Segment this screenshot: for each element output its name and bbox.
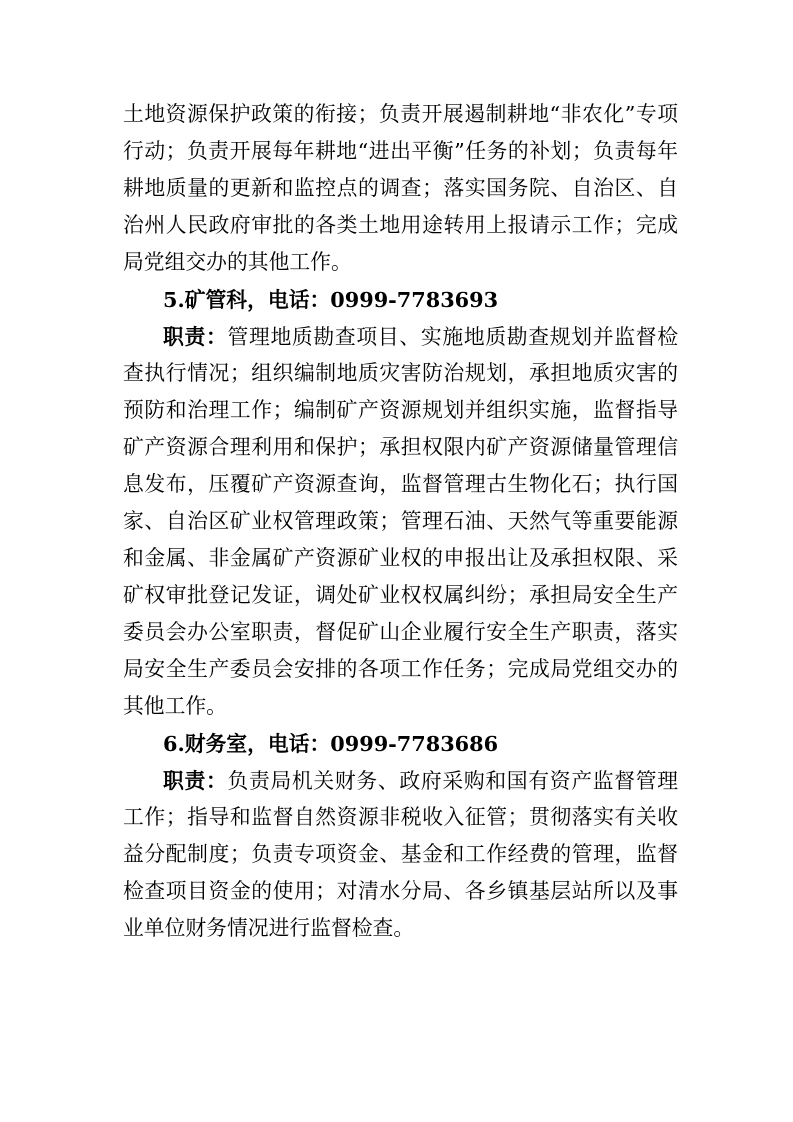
paragraph-line: 工作；指导和监督自然资源非税收入征管；贯彻落实有关收 — [123, 805, 678, 829]
duty-label: 职责： — [163, 324, 228, 349]
paragraph-line: 行动；负责开展每年耕地“进出平衡”任务的补划；负责每年 — [123, 139, 678, 163]
paragraph-line: 和金属、非金属矿产资源矿业权的申报出让及承担权限、采 — [123, 546, 678, 570]
paragraph-text: 负责局机关财务、政府采购和国有资产监督管理 — [227, 769, 679, 793]
paragraph-line: 查执行情况；组织编制地质灾害防治规划，承担地质灾害的 — [123, 361, 678, 385]
duty-label: 职责： — [163, 768, 228, 793]
paragraph-line: 其他工作。 — [123, 694, 227, 718]
paragraph-line: 息发布，压覆矿产资源查询，监督管理古生物化石；执行国 — [123, 472, 678, 496]
document-body — [123, 96, 678, 947]
section-heading-mining: 5.矿管科，电话：0999-7783693 — [163, 287, 499, 312]
paragraph-line: 益分配制度；负责专项资金、基金和工作经费的管理，监督 — [123, 842, 678, 866]
paragraph-line: 局党组交办的其他工作。 — [123, 250, 352, 274]
paragraph-text: 管理地质勘查项目、实施地质勘查规划并监督检 — [227, 325, 679, 349]
paragraph-first-line — [123, 762, 678, 799]
paragraph-line: 委员会办公室职责，督促矿山企业履行安全生产职责，落实 — [123, 620, 678, 644]
paragraph-line: 矿产资源合理利用和保护；承担权限内矿产资源储量管理信 — [123, 435, 678, 459]
section-heading-finance: 6.财务室，电话：0999-7783686 — [163, 731, 499, 756]
paragraph-line: 预防和治理工作；编制矿产资源规划并组织实施，监督指导 — [123, 398, 678, 422]
paragraph-line: 土地资源保护政策的衔接；负责开展遏制耕地“非农化”专项 — [123, 102, 678, 126]
paragraph-line: 耕地质量的更新和监控点的调查；落实国务院、自治区、自 — [123, 176, 678, 200]
paragraph-first-line — [123, 318, 678, 355]
paragraph-line: 家、自治区矿业权管理政策；管理石油、天然气等重要能源 — [123, 509, 678, 533]
paragraph-line: 业单位财务情况进行监督检查。 — [123, 916, 415, 940]
paragraph-line: 矿权审批登记发证，调处矿业权权属纠纷；承担局安全生产 — [123, 583, 678, 607]
paragraph-line: 治州人民政府审批的各类土地用途转用上报请示工作；完成 — [123, 213, 678, 237]
paragraph-line: 局安全生产委员会安排的各项工作任务；完成局党组交办的 — [123, 657, 678, 681]
paragraph-line: 检查项目资金的使用；对清水分局、各乡镇基层站所以及事 — [123, 879, 678, 903]
